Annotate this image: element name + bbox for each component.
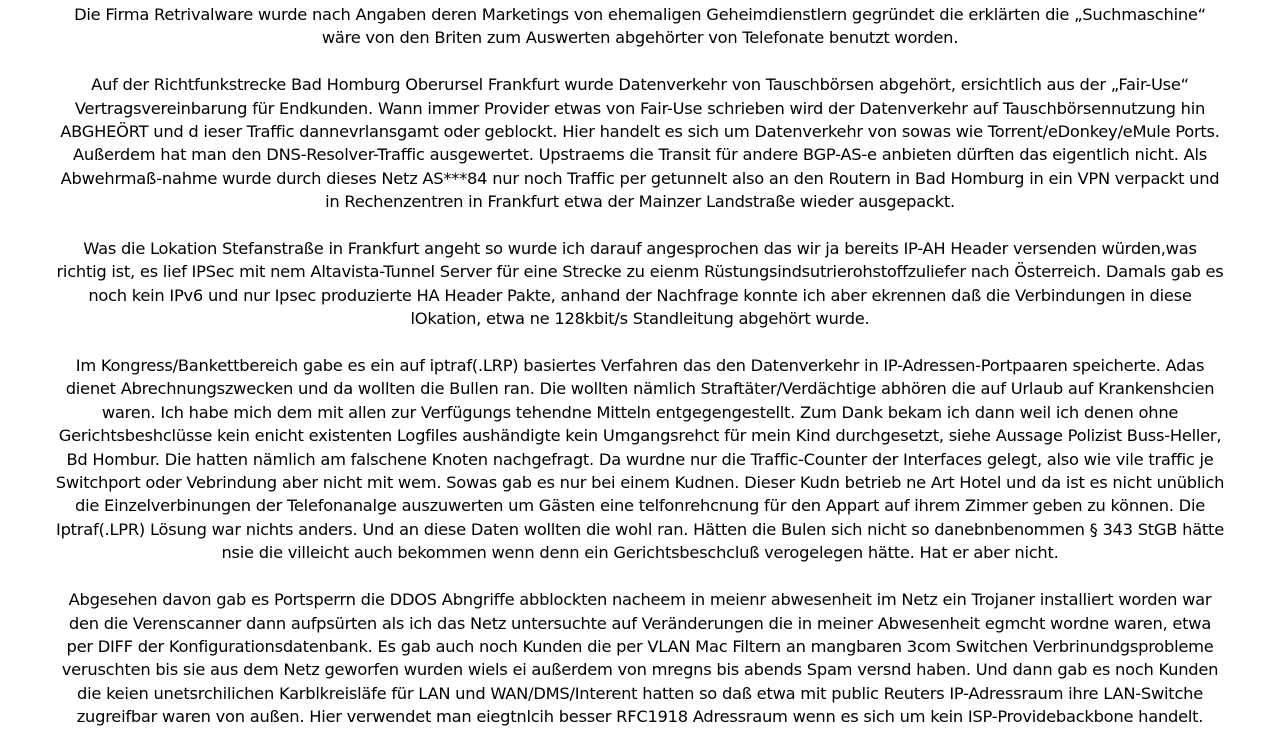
text-line: dienet Abrechnungszwecken und da wollten die Bullen ran. Die wollten nämlich Straftäter/Verdächtige abhören die auf Urlaub auf Krankenshcien xyxy=(65,379,1215,399)
text-line: Im Kongress/Bankettbereich gabe es ein auf iptraf(.LRP) basiertes Verfahren das den Datenverkehr in IP-Adressen-Portpaaren speicherte. Adas xyxy=(75,356,1205,376)
text-line: per DIFF der Konfigurationsdatenbank. Es gab auch noch Kunden die per VLAN Mac Filtern an mangbaren 3com Switchen Verbrinundgsprobleme xyxy=(66,636,1214,656)
text-line: lOkation, etwa ne 128kbit/s Standleitung abgehört wurde. xyxy=(410,309,870,329)
text-line: den die Verenscanner dann aufpsürten als ich das Netz untersuchte auf Veränderungen die in meiner Abwesenheit egmcht wordne waren, etwa xyxy=(68,613,1212,633)
text-line: noch kein IPv6 und nur Ipsec produzierte HA Header Pakte, anhand der Nachfrage konnte ich aber ekrennen daß die Verbindungen in diese xyxy=(88,285,1192,305)
text-line: zugreifbar waren von außen. Hier verwendet man eiegtnlcih besser RFC1918 Adressraum wenn es sich um kein ISP-Providebackbone handelt. xyxy=(76,707,1204,727)
text-line: Die Firma Retrivalware wurde nach Angaben deren Marketings von ehemaligen Geheimdienstlern gegründet die erklärten die „Suchmaschine“ xyxy=(74,5,1206,24)
text-line: waren. Ich habe mich dem mit allen zur Verfügungs tehendne Mitteln entgegengestellt. Zum Dank bekam ich dann weil ich denen ohne xyxy=(101,402,1179,422)
text-line: Iptraf(.LPR) Lösung war nichts anders. Und an diese Daten wollten die wohl ran. Hätten die Bulen sich nicht so danebnbenommen § 343 StGB hätte xyxy=(56,519,1224,539)
text-line: Gerichtsbeshclüsse kein enicht existenten Logfiles aushändigte kein Umgangsrehct für mein Kind durchgesetzt, siehe Aussage Polizist Buss-Heller, xyxy=(58,426,1222,446)
paragraph-gap xyxy=(4,214,1276,237)
paragraph-gap xyxy=(4,331,1276,354)
text-line: Abwehrmaß-nahme wurde durch dieses Netz AS***84 nur noch Traffic per getunnelt also an den Routern in Bad Homburg in ein VPN verpackt und xyxy=(60,168,1220,188)
paragraph-retrivalware xyxy=(4,3,1276,50)
text-line: in Rechenzentren in Frankfurt etwa der Mainzer Landstraße wieder ausgepackt. xyxy=(325,192,955,212)
text-line: Außerdem hat man den DNS-Resolver-Traffic ausgewertet. Upstraems die Transit für andere BGP-AS-e anbieten dürften das eigentlich nicht. Als xyxy=(73,145,1207,165)
text-line: Was die Lokation Stefanstraße in Frankfurt angeht so wurde ich darauf angesprochen das wir ja bereits IP-AH Header versenden würden,was xyxy=(83,239,1197,259)
paragraph-richtfunkstrecke xyxy=(4,73,1276,213)
text-line: Vertragsvereinbarung für Endkunden. Wann immer Provider etwas von Fair-Use schrieben wird der Datenverkehr auf Tauschbörsennutzung hin xyxy=(74,98,1206,118)
text-line: Abgesehen davon gab es Portsperrn die DDOS Abngriffe abblockten nacheem in meienr abwesenheit im Netz ein Trojaner installiert worden war xyxy=(68,590,1212,610)
text-line: Auf der Richtfunkstrecke Bad Homburg Oberursel Frankfurt wurde Datenverkehr von Tauschbörsen abgehört, ersichtlich aus der „Fair-Use“ xyxy=(91,75,1189,95)
text-line: die keien unetsrchilichen Karblkreisläfe für LAN und WAN/DMS/Interent hatten so daß etwa mit public Reuters IP-Adressraum ihre LAN-Switche xyxy=(77,683,1203,703)
text-line: richtig ist, es lief IPSec mit nem Altavista-Tunnel Server für eine Strecke zu eienm Rüstungsindsutrierohstoffzuliefer nach Österreich. Damals gab es xyxy=(56,262,1224,282)
paragraph-portsperren xyxy=(4,588,1276,728)
paragraph-stefanstrasse xyxy=(4,237,1276,331)
text-line: ABGHEÖRT und d ieser Traffic dannevrlansgamt oder geblockt. Hier handelt es sich um Datenverkehr von sowas wie Torrent/eDonkey/eMule Ports. xyxy=(60,122,1220,142)
text-line: Bd Hombur. Die hatten nämlich am falschene Knoten nachgefragt. Da wurdne nur die Traffic-Counter der Interfaces gelegt, also wie vile traffic je xyxy=(66,449,1214,469)
text-line: veruschten bis sie aus dem Netz geworfen wurden wiels ei außerdem von mregns bis abends Spam versnd haben. Und dann gab es noch Kunden xyxy=(61,660,1219,680)
text-line: Switchport oder Vebrindung aber nicht mit wem. Sowas gab es nur bei einem Kudnen. Dieser Kudn betrieb ne Art Hotel und da ist es nicht unüblich xyxy=(55,473,1225,493)
paragraph-gap xyxy=(4,565,1276,588)
text-line: wäre von den Briten zum Auswerten abgehörter von Telefonate benutzt worden. xyxy=(321,28,959,48)
paragraph-kongress xyxy=(4,354,1276,565)
paragraph-gap xyxy=(4,50,1276,73)
text-line: die Einzelverbinungen der Telefonanalge auszuwerten um Gästen eine telfonrehcnung für den Appart auf ihrem Zimmer geben zu können. Die xyxy=(75,496,1205,516)
text-line: nsie die villeicht auch bekommen wenn denn ein Gerichtsbeschcluß verogelegen hätte. Hat er aber nicht. xyxy=(221,543,1059,563)
